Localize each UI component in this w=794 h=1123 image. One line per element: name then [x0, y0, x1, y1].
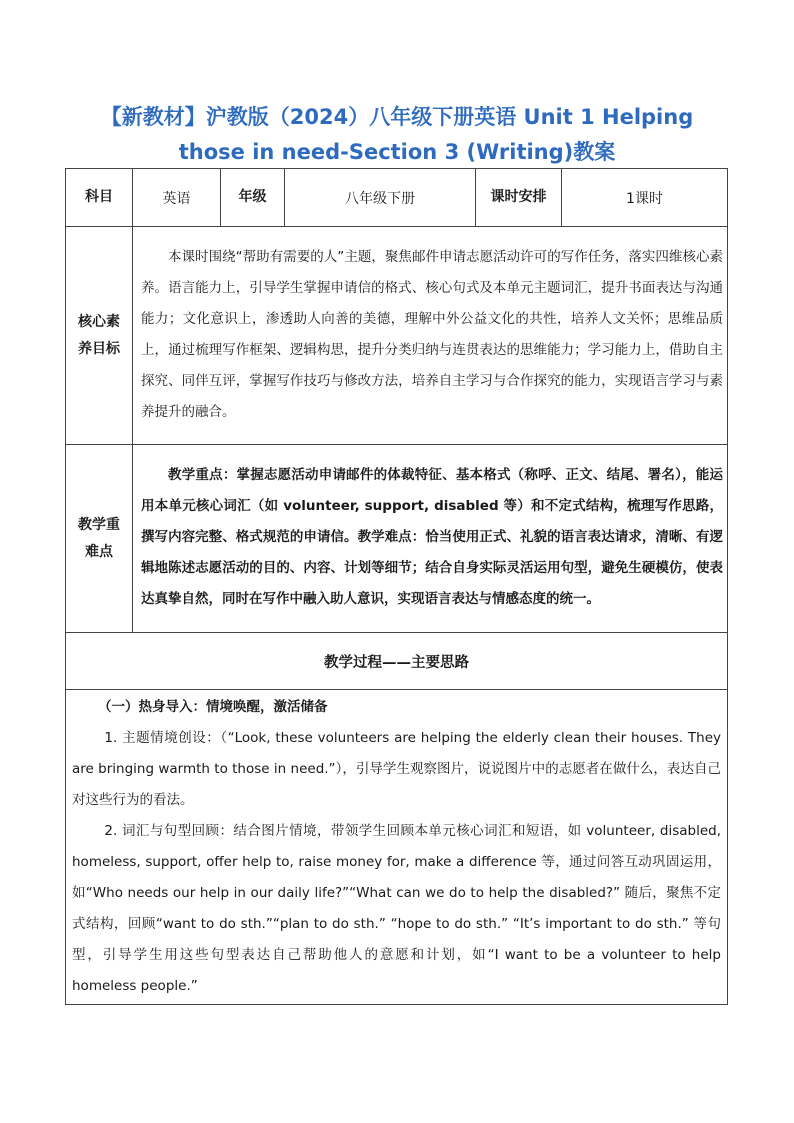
hours-label: 课时安排	[476, 169, 562, 227]
document-title	[0, 100, 794, 170]
grade-label: 年级	[221, 169, 285, 227]
process-body-row	[66, 690, 728, 1005]
title-line-2: those in need-Section 3 (Writing)教案	[178, 140, 616, 164]
subject-value: 英语	[133, 169, 221, 227]
process-item-2: 2. 词汇与句型回顾：结合图片情境，带领学生回顾本单元核心词汇和短语，如 volunteer, disabled, homeless, support, offer help to, raise money for, make a difference 等，通过问答互动巩固运用，如“Who needs our help in our daily life?”“What can we do to help the disabled?” 随后，聚焦不定式结构，回顾“want to do sth.”“plan to do sth.” “hope to do sth.” “It’s important to do sth.” 等句型，引导学生用这些句型表达自己帮助他人的意愿和计划，如“I want to be a volunteer to help homeless people.”	[72, 823, 721, 994]
title-line-1: 【新教材】沪教版（2024）八年级下册英语 Unit 1 Helping	[100, 105, 694, 129]
hours-value: 1课时	[562, 169, 728, 227]
core-goals-label-line2: 养目标	[78, 340, 120, 357]
core-goals-label	[66, 227, 133, 445]
section1-title: （一）热身导入：情境唤醒，激活储备	[98, 699, 328, 715]
core-goals-text: 本课时围绕“帮助有需要的人”主题，聚焦邮件申请志愿活动许可的写作任务，落实四维核心素养。语言能力上，引导学生掌握申请信的格式、核心句式及本单元主题词汇，提升书面表达与沟通能力；文化意识上，渗透助人向善的美德，理解中外公益文化的共性，培养人文关怀；思维品质上，通过梳理写作框架、逻辑构思，提升分类归纳与连贯表达的思维能力；学习能力上，借助自主探究、同伴互评，掌握写作技巧与修改方法，培养自主学习与合作探究的能力，实现语言学习与素养提升的融合。	[141, 248, 723, 420]
core-goals-row	[66, 227, 728, 445]
process-heading: 教学过程——主要思路	[66, 633, 728, 690]
key-points-label	[66, 445, 133, 633]
key-points-text: 教学重点：掌握志愿活动申请邮件的体裁特征、基本格式（称呼、正文、结尾、署名），能运用本单元核心词汇（如 volunteer, support, disabled 等）和不定式结构，梳理写作思路，撰写内容完整、格式规范的申请信。教学难点：恰当使用正式、礼貌的语言表达请求，清晰、有逻辑地陈述志愿活动的目的、内容、计划等细节；结合自身实际灵活运用句型，避免生硬模仿，使表达真挚自然，同时在写作中融入助人意识，实现语言表达与情感态度的统一。	[141, 467, 723, 607]
process-heading-row	[66, 633, 728, 690]
process-body	[66, 690, 728, 1005]
grade-value: 八年级下册	[285, 169, 476, 227]
process-item-1: 1. 主题情境创设：（“Look, these volunteers are helping the elderly clean their houses. They are bringing warmth to those in need.”），引导学生观察图片，说说图片中的志愿者在做什么，表达自己对这些行为的看法。	[72, 730, 721, 808]
lesson-plan-table	[65, 168, 728, 1005]
core-goals-label-line1: 核心素	[78, 313, 120, 330]
key-points-label-line1: 教学重	[78, 516, 120, 533]
key-points-content	[133, 445, 728, 633]
key-points-label-line2: 难点	[85, 543, 113, 560]
key-points-row	[66, 445, 728, 633]
core-goals-content	[133, 227, 728, 445]
subject-label: 科目	[66, 169, 133, 227]
header-row	[66, 169, 728, 227]
